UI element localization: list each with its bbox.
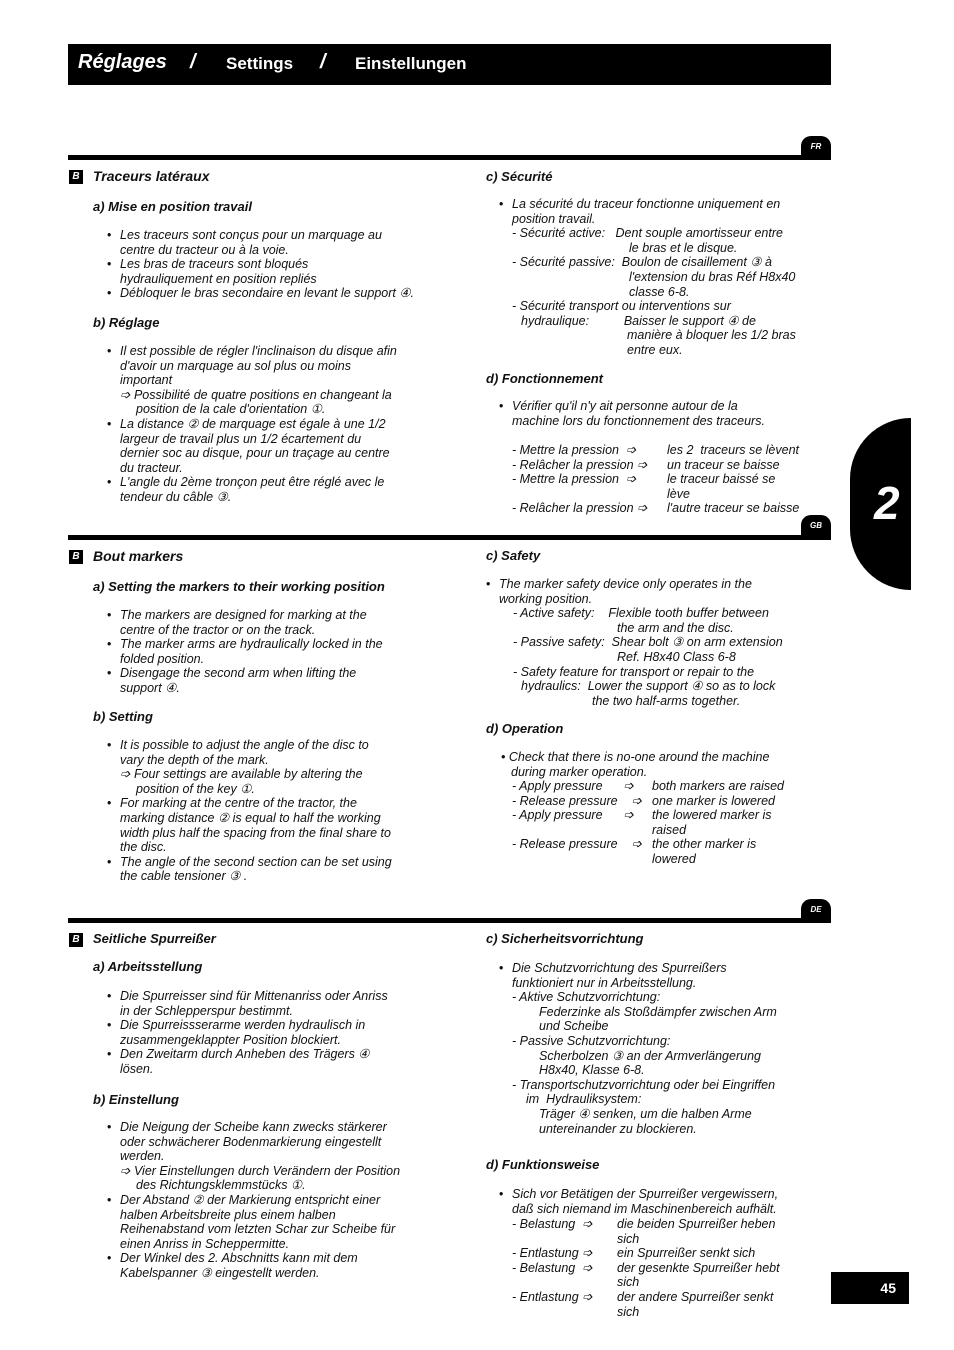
text-line: • Die Schutzvorrichtung des Spurreißers (499, 961, 829, 976)
text-line: H8x40, Klasse 6-8. (539, 1063, 645, 1078)
text-line: ➩ Four settings are available by altering the (120, 767, 363, 782)
text-line: • Den Zweitarm durch Anheben des Trägers ④ (107, 1047, 437, 1062)
operation-action (512, 1232, 617, 1247)
text-line: important (120, 373, 173, 388)
operation-action: - Mettre la pression ➩ (512, 472, 637, 487)
subheading: a) Arbeitsstellung (93, 959, 203, 974)
text-line: • For marking at the centre of the tractor, the (107, 796, 437, 811)
text-line: folded position. (120, 651, 205, 666)
operation-row (512, 1305, 832, 1320)
title-separator: / (320, 51, 326, 73)
operation-result: ein Spurreißer senkt sich (617, 1246, 756, 1261)
text-line: Scherbolzen ③ an der Armverlängerung (539, 1048, 761, 1063)
operation-result: the lowered marker is (652, 808, 772, 823)
operation-result: sich (617, 1275, 640, 1290)
section-title: Traceurs latéraux (93, 168, 210, 184)
operation-result: un traceur se baisse (667, 457, 780, 472)
operation-action: - Apply pressure ➩ (512, 779, 634, 793)
subheading: a) Setting the markers to their working position (93, 579, 385, 594)
operation-action: - Mettre la pression ➩ (512, 443, 637, 457)
chapter-number: 2 (874, 477, 900, 529)
operation-row (512, 779, 832, 794)
text-line: • Les bras de traceurs sont bloqués (107, 257, 437, 272)
text-line: • Vérifier qu'il n'y ait personne autour de la (499, 399, 829, 414)
subheading: c) Safety (486, 548, 541, 563)
text-line: • Sich vor Betätigen der Spurreißer vergewissern, (499, 1187, 829, 1202)
operation-action: - Apply pressure ➩ (512, 808, 634, 823)
text-line: funktioniert nur in Arbeitsstellung. (512, 975, 697, 990)
operation-row (512, 501, 832, 516)
subheading: b) Setting (93, 709, 153, 724)
operation-action (512, 852, 652, 867)
text-line: Federzinke als Stoßdämpfer zwischen Arm (539, 1004, 777, 1019)
lang-badge-de: DE (801, 899, 831, 921)
text-line: • Der Winkel des 2. Abschnitts kann mit dem (107, 1251, 437, 1266)
operation-action (512, 1305, 617, 1320)
text-line: centre of the tractor or on the track. (120, 622, 316, 637)
text-line: support ④. (120, 680, 180, 695)
operation-result: der gesenkte Spurreißer hebt (617, 1260, 780, 1275)
text-block (499, 399, 829, 428)
text-line: halben Arbeitsbreite plus einem halben (120, 1207, 336, 1222)
operation-result: le traceur baissé se (667, 472, 776, 487)
text-line: position travail. (512, 211, 596, 226)
text-line: oder schwächerer Bodenmarkierung eingestellt (120, 1134, 382, 1149)
text-line: • Disengage the second arm when lifting the (107, 666, 437, 681)
text-line: • L'angle du 2ème tronçon peut être réglé avec le (107, 475, 437, 490)
operation-row (512, 1261, 832, 1276)
subheading: a) Mise en position travail (93, 199, 252, 214)
lang-badge-fr: FR (801, 136, 831, 158)
text-block (107, 989, 437, 1077)
text-line: - Transportschutzvorrichtung oder bei Eingriffen (512, 1077, 776, 1092)
text-block (499, 1187, 829, 1216)
text-line: width plus half the spacing from the final share to (120, 825, 391, 840)
text-line: - Safety feature for transport or repair to the (513, 664, 755, 679)
title-gb: Settings (226, 54, 294, 73)
page-header (68, 44, 831, 85)
text-line: - Aktive Schutzvorrichtung: (512, 990, 661, 1005)
text-block (486, 750, 826, 779)
text-line: largeur de travail plus un 1/2 écartement du (120, 431, 362, 446)
text-line: • La sécurité du traceur fonctionne uniquement en (499, 197, 829, 212)
operation-row (512, 852, 832, 867)
operation-result: les 2 traceurs se lèvent (667, 443, 800, 457)
operation-row (512, 837, 832, 852)
text-line: the disc. (120, 840, 167, 855)
text-line: classe 6-8. (629, 284, 690, 299)
operation-action: - Belastung ➩ (512, 1260, 593, 1275)
text-line: - Sécurité active: Dent souple amortisseur entre (512, 226, 783, 241)
text-line: - Sécurité transport ou interventions sur (512, 299, 731, 314)
operation-row (512, 458, 832, 473)
text-line: • The marker safety device only operates in the (486, 577, 826, 592)
operation-result: one marker is lowered (652, 793, 775, 808)
subheading: b) Einstellung (93, 1092, 179, 1107)
operation-action (512, 823, 652, 838)
text-block (499, 197, 829, 358)
text-line: • Débloquer le bras secondaire en levant le support ④. (107, 286, 437, 301)
text-line: the arm and the disc. (617, 620, 734, 635)
text-line: marking distance ② is equal to half the working (120, 810, 381, 825)
operation-row (512, 1246, 832, 1261)
text-line: d'avoir un marquage au sol plus ou moins (120, 358, 351, 373)
operation-result: l'autre traceur se baisse (667, 501, 800, 516)
operation-row (512, 794, 832, 809)
text-line: • The markers are designed for marking at the (107, 608, 437, 623)
text-line: working position. (499, 591, 593, 606)
subheading: c) Sécurité (486, 169, 553, 184)
operation-result: lève (667, 486, 690, 501)
text-line: • Die Spurreissserarme werden hydraulisch in (107, 1018, 437, 1033)
section-marker: B (69, 550, 83, 564)
text-block (107, 228, 437, 301)
text-line: daß sich niemand im Maschinenbereich aufhält. (512, 1201, 777, 1216)
text-line: hydraulique: Baisser le support ④ de (521, 313, 756, 328)
text-line: the cable tensioner ③ . (120, 869, 248, 884)
text-line: hydrauliquement en position repliés (120, 271, 317, 286)
text-line: • La distance ② de marquage est égale à une 1/2 (107, 417, 437, 432)
text-line: machine lors du fonctionnement des traceurs. (512, 413, 765, 428)
text-line: des Richtungsklemmstücks ①. (136, 1178, 306, 1193)
operation-row (512, 808, 832, 823)
subheading: d) Operation (486, 721, 564, 736)
text-line: dernier soc au disque, pour un traçage au centre (120, 446, 390, 461)
text-block (107, 738, 437, 884)
text-line: during marker operation. (511, 764, 648, 779)
text-line: Reihenabstand vom letzten Schar zur Scheibe für (120, 1222, 396, 1237)
text-block (107, 1120, 437, 1281)
text-line: - Passive Schutzvorrichtung: (512, 1033, 671, 1048)
text-line: Kabelspanner ③ eingestellt werden. (120, 1265, 320, 1280)
text-line: und Scheibe (539, 1019, 609, 1034)
text-line: lösen. (120, 1061, 154, 1076)
text-line: vary the depth of the mark. (120, 752, 269, 767)
text-line: im Hydrauliksystem: (526, 1092, 642, 1107)
subheading: d) Funktionsweise (486, 1157, 600, 1172)
text-line: Ref. H8x40 Class 6-8 (617, 649, 736, 664)
text-block (107, 608, 437, 696)
text-line: • Les traceurs sont conçus pour un marquage au (107, 228, 437, 243)
text-line: • The marker arms are hydraulically locked in the (107, 637, 437, 652)
operation-action: - Entlastung ➩ (512, 1289, 593, 1304)
operation-row (512, 1290, 832, 1305)
operation-action (512, 1275, 617, 1290)
operation-action: - Belastung ➩ (512, 1217, 593, 1231)
text-line: • Die Neigung der Scheibe kann zwecks stärkerer (107, 1120, 437, 1135)
operation-list (512, 443, 832, 516)
title-fr: Réglages (78, 51, 167, 73)
operation-result: der andere Spurreißer senkt (617, 1289, 774, 1304)
text-line: l'extension du bras Réf H8x40 (629, 269, 796, 284)
section-marker: B (69, 933, 83, 947)
section-title: Seitliche Spurreißer (93, 931, 216, 946)
text-line: • Il est possible de régler l'inclinaison du disque afin (107, 344, 437, 359)
section-title: Bout markers (93, 548, 184, 564)
text-line: position de la cale d'orientation ①. (136, 402, 326, 417)
operation-row (512, 487, 832, 502)
operation-result: sich (617, 1304, 640, 1319)
text-line: - Passive safety: Shear bolt ③ on arm extension (513, 635, 783, 650)
text-line: position of the key ①. (136, 781, 255, 796)
operation-action (512, 487, 667, 502)
text-line: • It is possible to adjust the angle of the disc to (107, 738, 437, 753)
operation-result: sich (617, 1231, 640, 1246)
operation-row (512, 1217, 832, 1232)
section-rule (68, 535, 831, 540)
chapter-tab (850, 418, 911, 590)
text-line: - Active safety: Flexible tooth buffer between (513, 606, 769, 621)
text-line: Träger ④ senken, um die halben Arme (539, 1106, 752, 1121)
text-block (107, 344, 437, 505)
page-number: 45 (831, 1272, 909, 1304)
text-line: zusammengeklappter Position blockiert. (120, 1032, 341, 1047)
text-line: - Sécurité passive: Boulon de cisaillement ③ à (512, 255, 772, 270)
operation-result: the other marker is (652, 837, 757, 852)
section-rule (68, 155, 831, 160)
text-line: werden. (120, 1149, 165, 1164)
text-line: the two half-arms together. (592, 693, 741, 708)
text-line: • The angle of the second section can be set using (107, 855, 437, 870)
text-line: entre eux. (627, 342, 683, 357)
operation-action: - Relâcher la pression ➩ (512, 501, 648, 516)
text-line: tendeur du câble ③. (120, 489, 232, 504)
operation-row (512, 443, 832, 458)
text-line: in der Schlepperspur bestimmt. (120, 1003, 293, 1018)
text-line: hydraulics: Lower the support ④ so as to lock (521, 679, 776, 694)
text-line: einen Anriss in Scheppermitte. (120, 1236, 290, 1251)
text-block (499, 961, 829, 1136)
text-line: untereinander zu blockieren. (539, 1121, 697, 1136)
text-line: ➩ Vier Einstellungen durch Verändern der Position (120, 1163, 401, 1178)
operation-result: raised (652, 822, 687, 837)
operation-result: die beiden Spurreißer heben (617, 1217, 776, 1231)
text-line: du tracteur. (120, 460, 183, 475)
operation-result: both markers are raised (652, 779, 785, 793)
subheading: d) Fonctionnement (486, 371, 603, 386)
text-line: • Der Abstand ② der Markierung entspricht einer (107, 1193, 437, 1208)
operation-row (512, 1275, 832, 1290)
operation-action: - Relâcher la pression ➩ (512, 457, 648, 472)
operation-action: - Entlastung ➩ (512, 1246, 593, 1261)
title-de: Einstellungen (355, 54, 467, 73)
lang-badge-gb: GB (801, 515, 831, 537)
operation-row (512, 823, 832, 838)
text-line: centre du tracteur ou à la voie. (120, 242, 289, 257)
text-block (486, 577, 826, 708)
operation-action: - Release pressure ➩ (512, 793, 642, 808)
subheading: b) Réglage (93, 315, 160, 330)
subheading: c) Sicherheitsvorrichtung (486, 931, 644, 946)
text-line: • Check that there is no-one around the machine (501, 750, 770, 764)
operation-action: - Release pressure ➩ (512, 837, 642, 852)
operation-list (512, 779, 832, 867)
text-line: manière à bloquer les 1/2 bras (627, 328, 796, 343)
text-line: le bras et le disque. (629, 240, 738, 255)
title-separator: / (190, 51, 196, 73)
operation-list (512, 1217, 832, 1319)
section-marker: B (69, 170, 83, 184)
text-line: ➩ Possibilité de quatre positions en changeant la (120, 387, 392, 402)
operation-row (512, 1232, 832, 1247)
text-line: • Die Spurreisser sind für Mittenanriss oder Anriss (107, 989, 437, 1004)
operation-result: lowered (652, 851, 696, 866)
operation-row (512, 472, 832, 487)
section-rule (68, 918, 831, 923)
